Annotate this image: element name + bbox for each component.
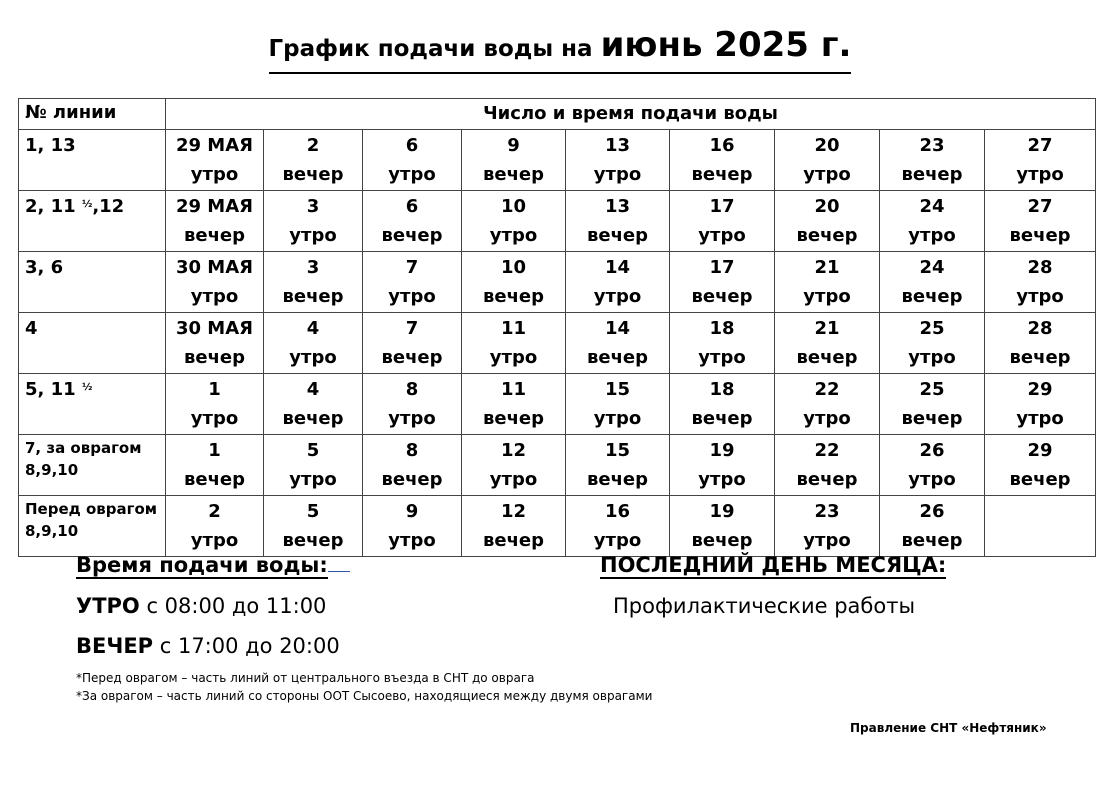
cell-date: 3 [306, 196, 320, 217]
schedule-cell [264, 374, 363, 435]
cell-period: вечер [1009, 225, 1071, 246]
cell-date: 25 [919, 379, 945, 400]
line-label-sub: 8,9,10 [25, 461, 79, 479]
schedule-cell [166, 130, 264, 191]
cell-period: вечер [381, 225, 443, 246]
schedule-cell [462, 496, 566, 557]
cell-date [985, 496, 1095, 526]
cell-period: вечер [586, 347, 649, 368]
cell-period: утро [1016, 286, 1064, 307]
cell-period: вечер [901, 530, 963, 551]
cell-date: 29 [1027, 379, 1053, 400]
cell-date: 14 [604, 257, 631, 278]
schedule-cell [775, 374, 880, 435]
note-before-ravine: *Перед оврагом – часть линий от центрального въезда в СНТ до оврага [76, 671, 535, 685]
cell-date: 5 [306, 501, 320, 522]
line-label [19, 496, 165, 542]
line-label-cell [19, 313, 166, 374]
schedule-cell [566, 496, 670, 557]
cell-period: вечер [901, 164, 963, 185]
cell-date: 22 [814, 440, 840, 461]
cell-period: вечер [282, 530, 344, 551]
line-label-cell [19, 374, 166, 435]
cell-date: 9 [405, 501, 419, 522]
schedule-cell [775, 496, 880, 557]
schedule-cell [566, 252, 670, 313]
cell-period: вечер [381, 347, 443, 368]
line-label-fraction: ½ [81, 382, 93, 393]
cell-period: вечер [183, 225, 246, 246]
cell-period: вечер [586, 469, 649, 490]
table-row [19, 191, 1096, 252]
cell-date: 20 [814, 196, 840, 217]
cell-date: 3 [306, 257, 320, 278]
line-label-text: 3, 6 [25, 257, 64, 278]
cell-date: 28 [1027, 318, 1053, 339]
schedule-cell [670, 252, 775, 313]
cell-date: 4 [306, 379, 320, 400]
table-row [19, 313, 1096, 374]
cell-period: вечер [691, 530, 753, 551]
evening-text: с 17:00 до 20:00 [153, 634, 340, 658]
schedule-cell [566, 130, 670, 191]
schedule-cell [985, 374, 1096, 435]
cell-date: 14 [604, 318, 631, 339]
cell-period: вечер [796, 347, 858, 368]
line-label-cell [19, 496, 166, 557]
cell-period: утро [698, 469, 746, 490]
cell-date: 11 [500, 379, 527, 400]
last-day-text: Профилактические работы [613, 594, 916, 618]
cell-date: 21 [814, 318, 840, 339]
cell-date: 12 [500, 501, 527, 522]
cell-date: 26 [919, 440, 945, 461]
schedule-cell [566, 191, 670, 252]
cell-date: 25 [919, 318, 945, 339]
cell-date: 24 [919, 257, 945, 278]
cell-date: 13 [604, 196, 631, 217]
cell-date: 12 [500, 440, 527, 461]
cell-period: утро [489, 347, 538, 368]
line-label-text: 4 [25, 318, 38, 339]
cell-date: 16 [709, 135, 735, 156]
line-label-cell [19, 191, 166, 252]
cell-period: утро [698, 347, 746, 368]
schedule-cell [670, 374, 775, 435]
water-time-heading-text: Время подачи воды: [76, 553, 328, 577]
cell-period: вечер [282, 286, 344, 307]
schedule-cell [166, 496, 264, 557]
schedule-cell [985, 496, 1096, 557]
cell-period: утро [190, 286, 239, 307]
cell-period: вечер [1009, 469, 1071, 490]
cell-period: утро [1016, 408, 1064, 429]
schedule-cell [985, 130, 1096, 191]
schedule-cell [363, 313, 462, 374]
title-prefix: График подачи воды на [268, 36, 601, 62]
signature: Правление СНТ «Нефтяник» [850, 721, 1047, 735]
schedule-cell [985, 435, 1096, 496]
cell-period: утро [698, 225, 746, 246]
schedule-cell [670, 313, 775, 374]
cell-period: вечер [282, 164, 344, 185]
cell-period: утро [190, 530, 239, 551]
cell-date: 9 [507, 135, 520, 156]
cell-period: утро [289, 469, 337, 490]
line-label [19, 252, 165, 280]
schedule-cell [670, 496, 775, 557]
cell-date: 17 [709, 257, 735, 278]
water-time-heading [76, 553, 350, 577]
cell-date: 21 [814, 257, 840, 278]
cell-date: 29 [1027, 440, 1053, 461]
cell-date: 19 [709, 440, 735, 461]
schedule-cell [166, 435, 264, 496]
schedule-cell [566, 435, 670, 496]
cell-date: 22 [814, 379, 840, 400]
schedule-cell [880, 252, 985, 313]
cell-period: утро [908, 347, 956, 368]
schedule-cell [670, 191, 775, 252]
cell-date: 20 [814, 135, 840, 156]
morning-label: УТРО [76, 594, 140, 618]
cell-date: 7 [405, 257, 419, 278]
cell-date: 15 [604, 440, 631, 461]
cell-period: утро [803, 530, 851, 551]
schedule-cell [775, 435, 880, 496]
cell-period: вечер [482, 530, 545, 551]
schedule-cell [264, 496, 363, 557]
cell-date: 18 [709, 318, 735, 339]
schedule-cell [880, 435, 985, 496]
cell-period: вечер [796, 469, 858, 490]
cell-date: 16 [604, 501, 631, 522]
schedule-cell [775, 191, 880, 252]
cell-period: утро [593, 530, 642, 551]
evening-time [76, 634, 340, 658]
schedule-cell [166, 313, 264, 374]
cell-period: утро [190, 408, 239, 429]
line-label [19, 130, 165, 158]
cell-date: 13 [604, 135, 631, 156]
schedule-cell [670, 130, 775, 191]
cell-period: утро [803, 164, 851, 185]
cell-period: утро [388, 286, 436, 307]
schedule-cell [880, 313, 985, 374]
table-row [19, 496, 1096, 557]
header-days: Число и время подачи воды [166, 99, 1096, 130]
schedule-cell [880, 374, 985, 435]
cell-date: 29 МАЯ [175, 135, 254, 156]
cell-period: утро [190, 164, 239, 185]
cell-period: вечер [381, 469, 443, 490]
cell-date: 8 [405, 379, 419, 400]
cell-date: 29 МАЯ [175, 196, 254, 217]
evening-label: ВЕЧЕР [76, 634, 154, 658]
cell-period: вечер [901, 408, 963, 429]
schedule-cell [462, 252, 566, 313]
schedule-cell [264, 191, 363, 252]
schedule-cell [462, 191, 566, 252]
cell-period: утро [489, 225, 538, 246]
morning-time [76, 594, 326, 618]
cell-period: вечер [482, 164, 545, 185]
table-row [19, 374, 1096, 435]
line-label [19, 374, 165, 402]
header-line-number: № линии [19, 99, 166, 130]
line-label-text: 1, 13 [25, 135, 76, 156]
line-label-cell [19, 252, 166, 313]
line-label-text: 7, за оврагом [25, 439, 142, 457]
cell-date: 18 [709, 379, 735, 400]
cell-date: 10 [500, 196, 527, 217]
cell-date: 6 [405, 135, 419, 156]
schedule-cell [566, 313, 670, 374]
schedule-cell [264, 252, 363, 313]
cell-date: 30 МАЯ [175, 257, 254, 278]
table-header-row [19, 99, 1096, 130]
line-label [19, 191, 165, 219]
schedule-cell [166, 191, 264, 252]
schedule-cell [566, 374, 670, 435]
cell-date: 8 [405, 440, 419, 461]
schedule-cell [264, 313, 363, 374]
cell-period: утро [289, 347, 337, 368]
cell-date: 26 [919, 501, 945, 522]
schedule-cell [880, 130, 985, 191]
schedule-cell [880, 496, 985, 557]
cell-period: утро [593, 286, 642, 307]
cell-date: 11 [500, 318, 527, 339]
cell-period: утро [1016, 164, 1064, 185]
line-label-suffix: ,12 [92, 196, 125, 217]
cell-period: утро [388, 164, 436, 185]
schedule-cell [462, 435, 566, 496]
line-label-text: 2, 11 [25, 196, 82, 217]
line-label [19, 435, 165, 481]
cell-date: 6 [405, 196, 419, 217]
cell-period: вечер [691, 408, 753, 429]
table-row [19, 435, 1096, 496]
morning-text: с 08:00 до 11:00 [139, 594, 327, 618]
cell-date: 27 [1027, 196, 1053, 217]
schedule-cell [166, 252, 264, 313]
cell-date: 24 [919, 196, 945, 217]
cell-date: 10 [500, 257, 527, 278]
schedule-cell [363, 374, 462, 435]
cell-period: утро [593, 408, 642, 429]
cell-date: 4 [306, 318, 320, 339]
last-day-heading [600, 553, 946, 577]
schedule-cell [264, 435, 363, 496]
schedule-cell [985, 252, 1096, 313]
schedule-cell [775, 252, 880, 313]
cell-date: 27 [1027, 135, 1053, 156]
cell-period: вечер [586, 225, 649, 246]
line-label-sub: 8,9,10 [25, 522, 79, 540]
line-label-text: 5, 11 [25, 379, 82, 400]
cell-date: 5 [306, 440, 320, 461]
cell-period: вечер [1009, 347, 1071, 368]
line-label-fraction: ½ [81, 199, 93, 210]
schedule-cell [462, 313, 566, 374]
line-label-cell [19, 435, 166, 496]
schedule-cell [985, 191, 1096, 252]
cell-period: вечер [691, 164, 753, 185]
table-row [19, 130, 1096, 191]
cell-date: 15 [604, 379, 631, 400]
cell-period: утро [489, 469, 538, 490]
cell-period: вечер [183, 347, 246, 368]
note-after-ravine: *За оврагом – часть линий со стороны ООТ Сысоево, находящиеся между двумя оврагами [76, 689, 653, 703]
cell-date: 28 [1027, 257, 1053, 278]
line-label [19, 313, 165, 341]
cell-period [985, 526, 1095, 556]
cell-period: вечер [901, 286, 963, 307]
schedule-cell [462, 374, 566, 435]
last-day-heading-text: ПОСЛЕДНИЙ ДЕНЬ МЕСЯЦА: [600, 553, 947, 577]
schedule-cell [670, 435, 775, 496]
schedule-cell [264, 130, 363, 191]
cell-period: утро [593, 164, 642, 185]
schedule-cell [880, 191, 985, 252]
schedule-cell [462, 130, 566, 191]
schedule-cell [363, 435, 462, 496]
cell-period: вечер [796, 225, 858, 246]
schedule-cell [775, 313, 880, 374]
cell-date: 1 [208, 440, 221, 461]
cell-period: утро [803, 286, 851, 307]
cell-date: 19 [709, 501, 735, 522]
schedule-table [18, 98, 1096, 557]
cell-period: вечер [482, 286, 545, 307]
cell-period: вечер [691, 286, 753, 307]
cell-date: 17 [709, 196, 735, 217]
cell-period: вечер [482, 408, 545, 429]
cell-date: 2 [208, 501, 221, 522]
cell-period: утро [803, 408, 851, 429]
schedule-cell [363, 130, 462, 191]
schedule-cell [363, 496, 462, 557]
document-title [0, 24, 1120, 74]
cell-date: 23 [919, 135, 945, 156]
schedule-cell [363, 252, 462, 313]
cell-period: утро [908, 469, 956, 490]
schedule-cell [985, 313, 1096, 374]
line-label-text: Перед оврагом [25, 500, 158, 518]
cell-date: 23 [814, 501, 840, 522]
line-label-cell [19, 130, 166, 191]
cell-period: вечер [282, 408, 344, 429]
cell-date: 1 [208, 379, 221, 400]
cell-period: утро [388, 530, 436, 551]
cell-date: 2 [306, 135, 320, 156]
schedule-cell [775, 130, 880, 191]
cell-period: вечер [183, 469, 246, 490]
schedule-cell [363, 191, 462, 252]
cell-period: утро [289, 225, 337, 246]
cell-period: утро [908, 225, 956, 246]
table-row [19, 252, 1096, 313]
cell-period: утро [388, 408, 436, 429]
cell-date: 30 МАЯ [175, 318, 254, 339]
schedule-cell [166, 374, 264, 435]
cell-date: 7 [405, 318, 419, 339]
title-month: июнь 2025 г. [600, 25, 852, 65]
